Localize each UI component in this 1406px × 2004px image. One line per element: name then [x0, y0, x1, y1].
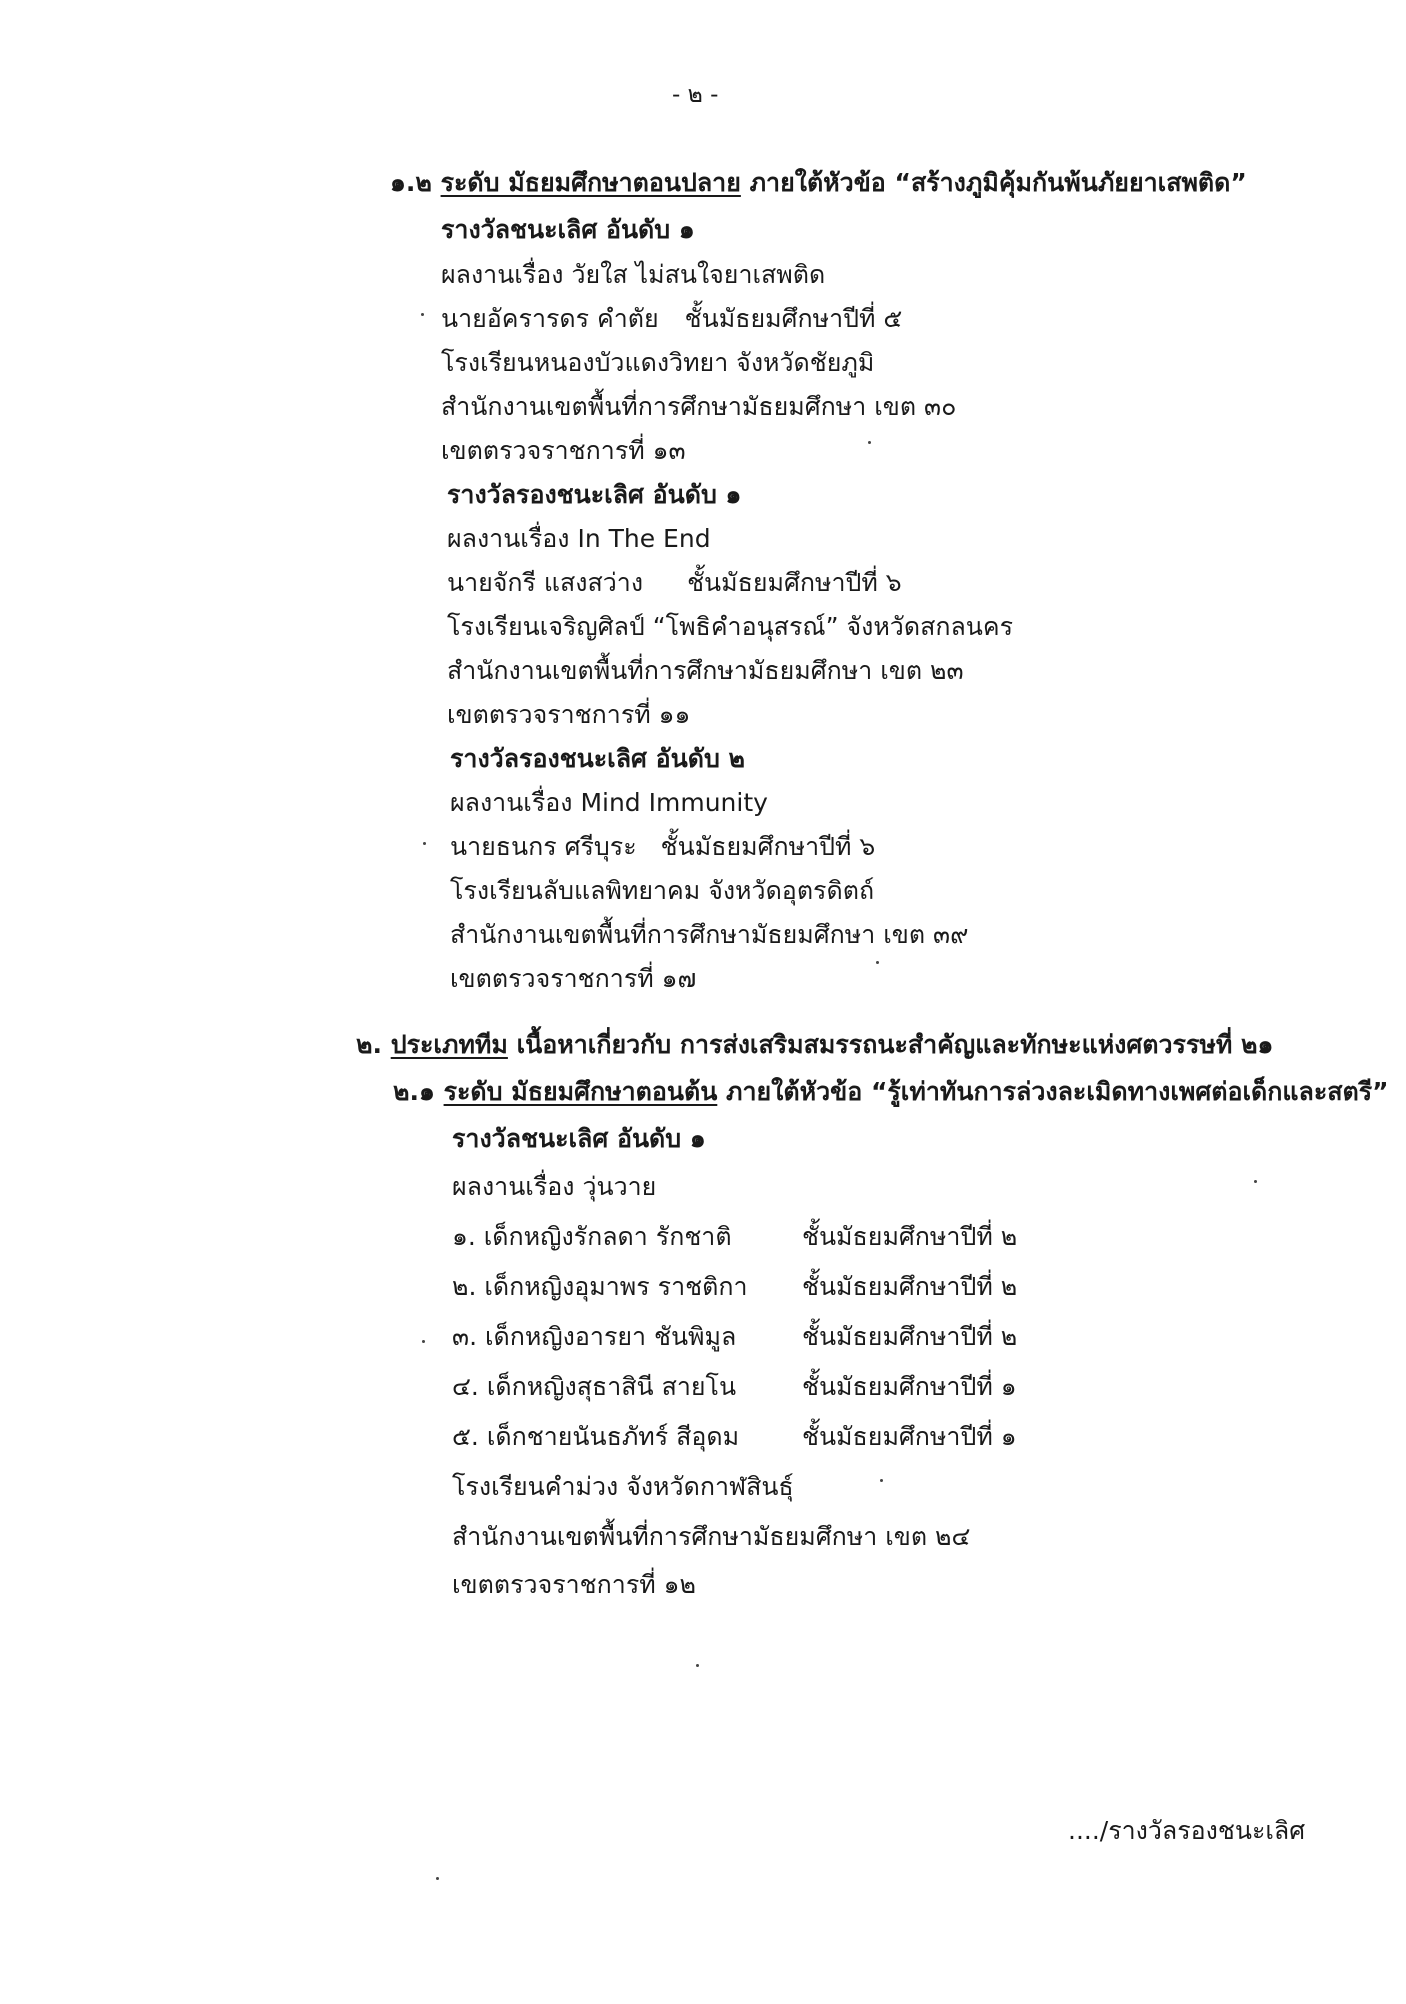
scan-speck	[421, 313, 424, 316]
s12-runner-up-1-student	[447, 568, 902, 598]
s12-runner-up-2-student	[450, 832, 875, 862]
section-2-1-number: ๒.๑	[393, 1077, 435, 1106]
s21-member-4-name: ๔. เด็กหญิงสุธาสินี สายโน	[452, 1372, 737, 1401]
scan-speck	[876, 961, 879, 964]
s21-member-5-grade: ชั้นมัธยมศึกษาปีที่ ๑	[802, 1422, 1017, 1451]
s21-winner-award: รางวัลชนะเลิศ อันดับ ๑	[452, 1124, 706, 1153]
s12-winner-school: โรงเรียนหนองบัวแดงวิทยา จังหวัดชัยภูมิ	[441, 348, 875, 377]
scan-speck	[422, 1340, 425, 1343]
s12-runner-up-1-office: สำนักงานเขตพื้นที่การศึกษามัธยมศึกษา เขต ๒๓	[447, 656, 964, 685]
s21-member-3-grade: ชั้นมัธยมศึกษาปีที่ ๒	[802, 1322, 1018, 1351]
continuation-text: ..../รางวัลรองชนะเลิศ	[1068, 1816, 1306, 1845]
s21-member-1-grade: ชั้นมัธยมศึกษาปีที่ ๒	[802, 1222, 1018, 1251]
s21-member-3-name: ๓. เด็กหญิงอารยา ชันพิมูล	[452, 1322, 737, 1351]
s12-runner-up-1-student-name: นายจักรี แสงสว่าง	[447, 568, 644, 597]
s12-winner-office: สำนักงานเขตพื้นที่การศึกษามัธยมศึกษา เขต ๓๐	[441, 392, 957, 421]
section-1-2-heading	[390, 168, 1247, 198]
s12-runner-up-1-work: ผลงานเรื่อง In The End	[447, 524, 711, 553]
scan-speck	[423, 842, 426, 845]
s12-runner-up-1-award: รางวัลรองชนะเลิศ อันดับ ๑	[447, 480, 742, 509]
s12-runner-up-2-region: เขตตรวจราชการที่ ๑๗	[450, 964, 697, 993]
section-2-1-heading	[393, 1077, 1389, 1107]
section-2-1-level: ระดับ มัธยมศึกษาตอนต้น	[443, 1077, 718, 1106]
s12-winner-work: ผลงานเรื่อง วัยใส ไม่สนใจยาเสพติด	[441, 260, 826, 289]
s12-runner-up-2-grade: ชั้นมัธยมศึกษาปีที่ ๖	[660, 832, 876, 861]
s21-member-2-name: ๒. เด็กหญิงอุมาพร ราชติกา	[452, 1272, 748, 1301]
s12-runner-up-1-grade: ชั้นมัธยมศึกษาปีที่ ๖	[687, 568, 902, 597]
page-number: - ๒ -	[672, 82, 719, 108]
s12-winner-region: เขตตรวจราชการที่ ๑๓	[441, 436, 686, 465]
s21-member-5-name: ๕. เด็กชายนันธภัทร์ สีอุดม	[452, 1422, 740, 1451]
scan-speck	[868, 441, 871, 444]
s12-runner-up-1-region: เขตตรวจราชการที่ ๑๑	[447, 700, 691, 729]
scan-speck	[880, 1479, 883, 1482]
s12-winner-student	[441, 304, 902, 334]
s21-member-1-name: ๑. เด็กหญิงรักลดา รักชาติ	[452, 1222, 732, 1251]
section-2-number: ๒.	[356, 1030, 382, 1059]
s12-winner-grade: ชั้นมัธยมศึกษาปีที่ ๕	[684, 304, 903, 333]
s12-runner-up-2-award: รางวัลรองชนะเลิศ อันดับ ๒	[450, 744, 745, 773]
s12-runner-up-2-work: ผลงานเรื่อง Mind Immunity	[450, 788, 768, 817]
section-1-2-level: ระดับ มัธยมศึกษาตอนปลาย	[440, 168, 741, 197]
s12-runner-up-2-office: สำนักงานเขตพื้นที่การศึกษามัธยมศึกษา เขต ๓๙	[450, 920, 969, 949]
scan-speck	[436, 1877, 439, 1880]
s21-member-2-grade: ชั้นมัธยมศึกษาปีที่ ๒	[802, 1272, 1018, 1301]
section-2-content: เนื้อหาเกี่ยวกับ การส่งเสริมสมรรถนะสำคัญและทักษะแห่งศตวรรษที่ ๒๑	[516, 1030, 1274, 1059]
s12-winner-award: รางวัลชนะเลิศ อันดับ ๑	[441, 215, 695, 244]
section-2-1-topic: ภายใต้หัวข้อ “รู้เท่าทันการล่วงละเมิดทางเพศต่อเด็กและสตรี”	[726, 1077, 1389, 1106]
s21-member-4-grade: ชั้นมัธยมศึกษาปีที่ ๑	[802, 1372, 1017, 1401]
scan-speck	[696, 1664, 699, 1667]
s12-winner-student-name: นายอัครารดร คำตัย	[441, 304, 659, 333]
section-1-2-topic: ภายใต้หัวข้อ “สร้างภูมิคุ้มกันพ้นภัยยาเสพติด”	[749, 168, 1247, 197]
section-1-2-number: ๑.๒	[390, 168, 432, 197]
s12-runner-up-2-school: โรงเรียนลับแลพิทยาคม จังหวัดอุตรดิตถ์	[450, 876, 875, 905]
s12-runner-up-2-student-name: นายธนกร ศรีบุระ	[450, 832, 637, 861]
s21-winner-work: ผลงานเรื่อง วุ่นวาย	[452, 1172, 657, 1201]
s21-winner-region: เขตตรวจราชการที่ ๑๒	[452, 1570, 697, 1599]
section-2-heading	[356, 1030, 1273, 1060]
s21-winner-office: สำนักงานเขตพื้นที่การศึกษามัธยมศึกษา เขต ๒๔	[452, 1522, 971, 1551]
section-2-type: ประเภททีม	[390, 1030, 508, 1059]
s21-winner-school: โรงเรียนคำม่วง จังหวัดกาฬสินธุ์	[452, 1472, 794, 1501]
scan-speck	[1254, 1180, 1257, 1183]
s12-runner-up-1-school: โรงเรียนเจริญศิลป์ “โพธิคำอนุสรณ์” จังหวัดสกลนคร	[447, 612, 1014, 641]
